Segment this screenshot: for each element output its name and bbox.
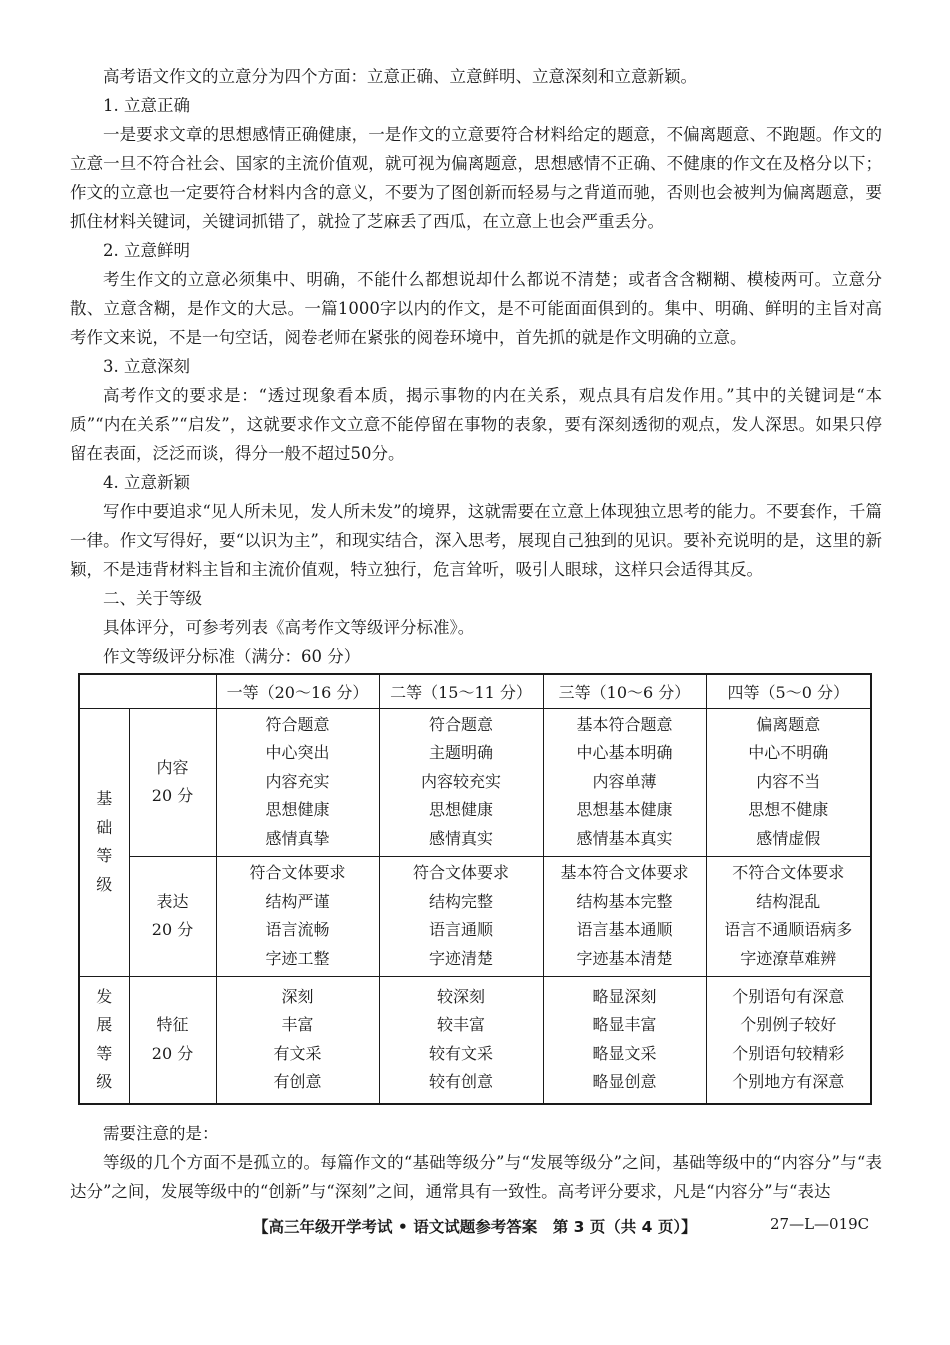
- section-2-title: 2. 立意鲜明: [103, 241, 190, 260]
- table-row-content: [79, 708, 871, 856]
- expression-grade-4: 不符合文体要求 结构混乱 语言不通顺语病多 字迹潦草难辨: [706, 856, 871, 976]
- expression-grade-1: 符合文体要求 结构严谨 语言流畅 字迹工整: [216, 856, 379, 976]
- content-grade-2: 符合题意 主题明确 内容较充实 思想健康 感情真实: [379, 708, 543, 856]
- page-footer: 【高三年级开学考试 • 语文试题参考答案 第 3 页（共 4 页）】: [253, 1218, 697, 1236]
- section-4-text: 写作中要追求“见人所未见，发人所未发”的境界，这就需要在立意上体现独立思考的能力。不要套作，千篇一律。作文写得好，要“以识为主”，和现实结合，深入思考，展现自己独到的见识。要补充说明的是，这里的新颖，不是违背材料主旨和主流价值观，特立独行，危言耸听，吸引人眼球，这样只会适得其反。: [70, 502, 882, 579]
- content-label: 内容 20 分: [129, 708, 216, 856]
- content-grade-4: 偏离题意 中心不明确 内容不当 思想不健康 感情虚假: [706, 708, 871, 856]
- header-grade-3: 三等（10～6 分）: [543, 674, 706, 708]
- table-row-feature: [79, 976, 871, 1104]
- header-grade-2: 二等（15～11 分）: [379, 674, 543, 708]
- content-grade-3: 基本符合题意 中心基本明确 内容单薄 思想基本健康 感情基本真实: [543, 708, 706, 856]
- feature-grade-3: 略显深刻 略显丰富 略显文采 略显创意: [543, 976, 706, 1104]
- part-2-title: 二、关于等级: [103, 589, 202, 608]
- table-header-row: [79, 674, 871, 708]
- feature-label: 特征 20 分: [129, 976, 216, 1104]
- header-blank-cell: [79, 674, 216, 708]
- expression-label: 表达 20 分: [129, 856, 216, 976]
- grading-table-wrapper: [78, 673, 870, 1103]
- expression-grade-3: 基本符合文体要求 结构基本完整 语言基本通顺 字迹基本清楚: [543, 856, 706, 976]
- grading-table: [78, 673, 872, 1105]
- header-grade-4: 四等（5～0 分）: [706, 674, 871, 708]
- feature-grade-1: 深刻 丰富 有文采 有创意: [216, 976, 379, 1104]
- content-grade-1: 符合题意 中心突出 内容充实 思想健康 感情真挚: [216, 708, 379, 856]
- feature-grade-4: 个别语句有深意 个别例子较好 个别语句较精彩 个别地方有深意: [706, 976, 871, 1104]
- section-1-text: 一是要求文章的思想感情正确健康，一是作文的立意要符合材料给定的题意，不偏离题意、不跑题。作文的立意一旦不符合社会、国家的主流价值观，就可视为偏离题意，思想感情不正确、不健康的作文在及格分以下；作文的立意也一定要符合材料内含的意义，不要为了图创新而轻易与之背道而驰，否则也会被判为偏离题意，要抓住材料关键词，关键词抓错了，就捡了芝麻丢了西瓜，在立意上也会严重丢分。: [70, 125, 882, 231]
- intro-text: 高考语文作文的立意分为四个方面：立意正确、立意鲜明、立意深刻和立意新颖。: [103, 67, 697, 86]
- expression-grade-2: 符合文体要求 结构完整 语言通顺 字迹清楚: [379, 856, 543, 976]
- section-2-text: 考生作文的立意必须集中、明确，不能什么都想说却什么都说不清楚；或者含含糊糊、模棱两可。立意分散、立意含糊，是作文的大忌。一篇1000字以内的作文，是不可能面面俱到的。集中、明确、鲜明的主旨对高考作文来说，不是一句空话，阅卷老师在紧张的阅卷环境中，首先抓的就是作文明确的立意。: [70, 270, 882, 347]
- section-3-title: 3. 立意深刻: [103, 357, 190, 376]
- section-3-text: 高考作文的要求是：“透过现象看本质，揭示事物的内在关系，观点具有启发作用。”其中的关键词是“本质”“内在关系”“启发”，这就要求作文立意不能停留在事物的表象，要有深刻透彻的观点，发人深思。如果只停留在表面，泛泛而谈，得分一般不超过50分。: [70, 386, 882, 463]
- header-grade-1: 一等（20～16 分）: [216, 674, 379, 708]
- development-level-label: 发 展 等 级: [79, 976, 129, 1104]
- section-1-title: 1. 立意正确: [103, 96, 190, 115]
- feature-grade-2: 较深刻 较丰富 较有文采 较有创意: [379, 976, 543, 1104]
- basic-level-label: 基 础 等 级: [79, 708, 129, 976]
- table-row-expression: [79, 856, 871, 976]
- table-caption: 作文等级评分标准（满分：60 分）: [103, 647, 361, 666]
- note-text: 等级的几个方面不是孤立的。每篇作文的“基础等级分”与“发展等级分”之间，基础等级中的“内容分”与“表达分”之间，发展等级中的“创新”与“深刻”之间，通常具有一致性。高考评分要求，凡是“内容分”与“表达: [70, 1153, 882, 1201]
- note-title: 需要注意的是：: [103, 1124, 219, 1143]
- section-4-title: 4. 立意新颖: [103, 473, 190, 492]
- part-2-text: 具体评分，可参考列表《高考作文等级评分标准》。: [103, 618, 475, 637]
- exam-code: 27—L—019C: [770, 1215, 870, 1233]
